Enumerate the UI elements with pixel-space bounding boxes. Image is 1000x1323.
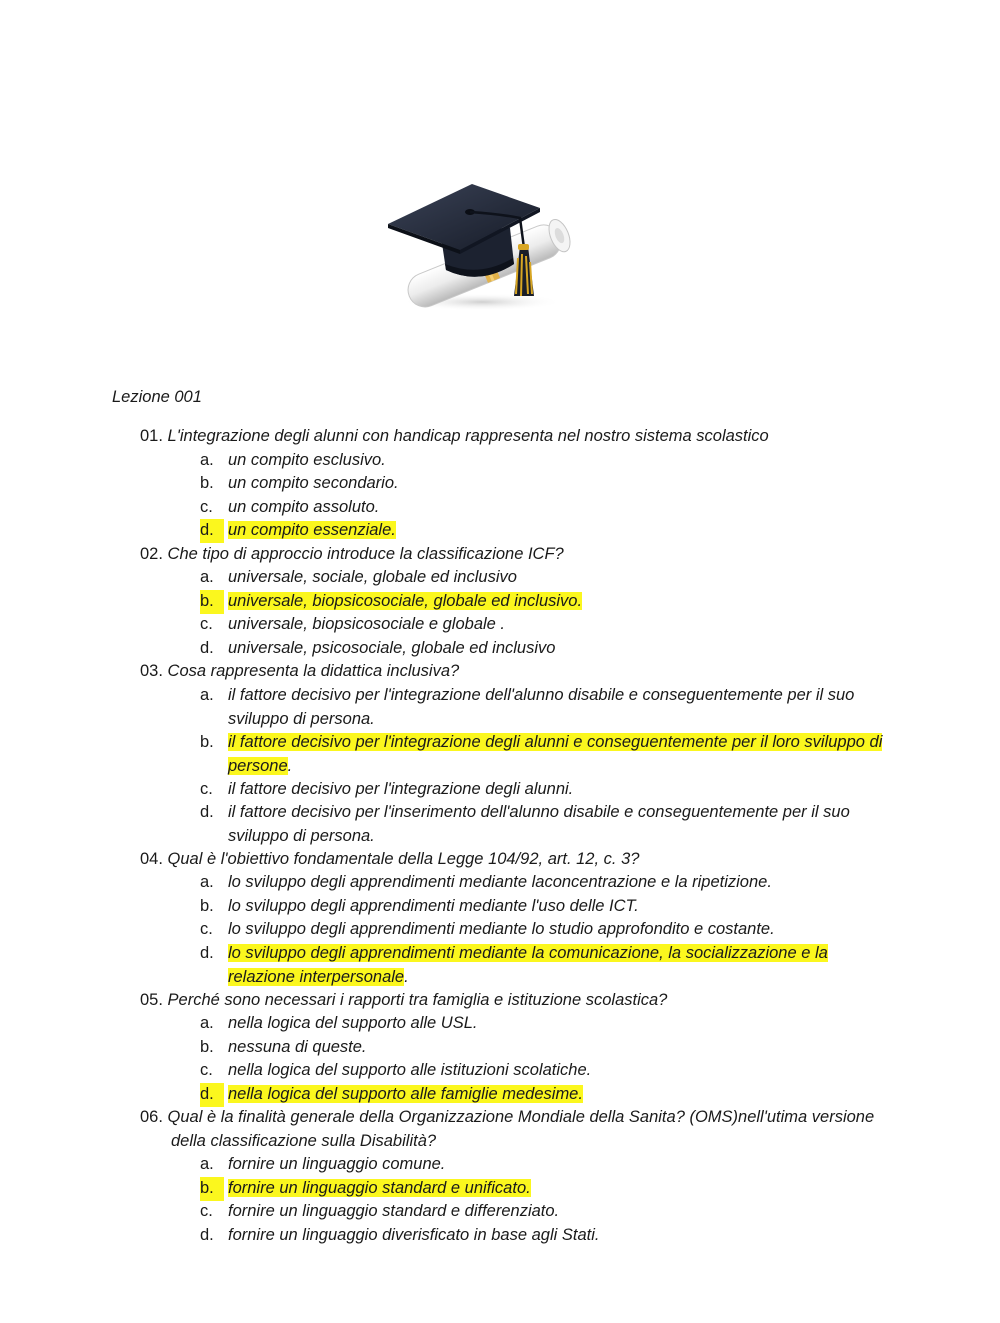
option-03-c: [200, 778, 890, 802]
option-letter: c.: [200, 1061, 213, 1079]
option-01-c: [200, 496, 890, 520]
option-01-b: [200, 472, 890, 496]
option-06-b-correct: [200, 1177, 890, 1201]
option-letter: a.: [200, 873, 214, 891]
option-05-b: [200, 1036, 890, 1060]
option-05-d-correct: [200, 1083, 890, 1107]
option-06-c: [200, 1200, 890, 1224]
question-04: [140, 848, 880, 872]
option-text: fornire un linguaggio diverisficato in base agli Stati.: [228, 1226, 600, 1244]
question-number: 02.: [140, 545, 163, 563]
option-text: nessuna di queste.: [228, 1038, 367, 1056]
question-number: 06.: [140, 1108, 163, 1126]
question-number: 04.: [140, 850, 163, 868]
option-letter: c.: [200, 1202, 213, 1220]
option-04-a: [200, 871, 890, 895]
option-05-a: [200, 1012, 890, 1036]
question-05: [140, 989, 880, 1013]
option-text: un compito assoluto.: [228, 498, 380, 516]
graduation-cap-logo: [382, 178, 582, 318]
option-02-b-correct: [200, 590, 890, 614]
option-06-a: [200, 1153, 890, 1177]
option-letter: c.: [200, 615, 213, 633]
option-text: nella logica del supporto alle USL.: [228, 1014, 478, 1032]
option-letter: a.: [200, 686, 214, 704]
option-04-b: [200, 895, 890, 919]
question-03: [140, 660, 880, 684]
option-letter: a.: [200, 568, 214, 586]
option-04-d-correct: [200, 942, 890, 989]
option-01-a: [200, 449, 890, 473]
correct-answer-text: universale, biopsicosociale, globale ed inclusivo.: [228, 592, 583, 610]
option-letter: a.: [200, 1014, 214, 1032]
option-letter: d.: [200, 803, 214, 821]
option-05-c: [200, 1059, 890, 1083]
question-01: [140, 425, 880, 449]
option-text: universale, biopsicosociale e globale .: [228, 615, 506, 633]
option-01-d-correct: [200, 519, 890, 543]
option-letter: b.: [200, 1177, 224, 1201]
option-text: un compito secondario.: [228, 474, 399, 492]
option-text: il fattore decisivo per l'integrazione dell'alunno disabile e conseguentemente per il suo sviluppo di persona.: [228, 686, 855, 728]
option-letter: c.: [200, 498, 213, 516]
option-text: il fattore decisivo per l'integrazione degli alunni.: [228, 780, 574, 798]
question-number: 01.: [140, 427, 163, 445]
question-text: Cosa rappresenta la didattica inclusiva?: [167, 662, 460, 680]
option-04-c: [200, 918, 890, 942]
option-letter: d.: [200, 639, 214, 657]
option-02-d: [200, 637, 890, 661]
option-letter: c.: [200, 780, 213, 798]
option-letter: b.: [200, 474, 214, 492]
option-03-d: [200, 801, 890, 848]
question-text: Qual è la finalità generale della Organizzazione Mondiale della Sanita? (OMS)nell'utima versione della classificazione sulla Disabilità?: [167, 1108, 875, 1150]
question-number: 03.: [140, 662, 163, 680]
correct-answer-text: nella logica del supporto alle famiglie medesime.: [228, 1085, 583, 1103]
correct-answer-text: il fattore decisivo per l'integrazione degli alunni e conseguentemente per il loro sviluppo di persone: [228, 733, 883, 775]
option-text: lo sviluppo degli apprendimenti mediante l'uso delle ICT.: [228, 897, 639, 915]
option-letter: a.: [200, 1155, 214, 1173]
option-letter: d.: [200, 1083, 224, 1107]
option-text: universale, sociale, globale ed inclusivo: [228, 568, 517, 586]
answer-suffix: .: [404, 967, 409, 986]
option-letter: c.: [200, 920, 213, 938]
option-text: lo sviluppo degli apprendimenti mediante lo studio approfondito e costante.: [228, 920, 775, 938]
lesson-title: Lezione 001: [112, 388, 202, 406]
option-letter: d.: [200, 519, 224, 543]
option-06-d: [200, 1224, 890, 1248]
option-letter: b.: [200, 897, 214, 915]
question-number: 05.: [140, 991, 163, 1009]
option-03-b-correct: [200, 731, 890, 778]
option-text: un compito esclusivo.: [228, 451, 386, 469]
correct-answer-text: lo sviluppo degli apprendimenti mediante la comunicazione, la socializzazione e la relazione interpersonale: [228, 944, 828, 986]
correct-answer-text: fornire un linguaggio standard e unificato.: [228, 1179, 531, 1197]
option-02-a: [200, 566, 890, 590]
option-text: universale, psicosociale, globale ed inclusivo: [228, 639, 556, 657]
option-letter: b.: [200, 590, 224, 614]
question-text: Qual è l'obiettivo fondamentale della Legge 104/92, art. 12, c. 3?: [167, 850, 640, 868]
option-letter: b.: [200, 1038, 214, 1056]
question-text: Perché sono necessari i rapporti tra famiglia e istituzione scolastica?: [167, 991, 668, 1009]
question-06: [140, 1106, 880, 1153]
option-letter: d.: [200, 1226, 214, 1244]
option-text: fornire un linguaggio standard e differenziato.: [228, 1202, 560, 1220]
option-letter: d.: [200, 944, 214, 962]
option-text: il fattore decisivo per l'inserimento dell'alunno disabile e conseguentemente per il suo sviluppo di persona.: [228, 803, 850, 845]
option-02-c: [200, 613, 890, 637]
correct-answer-text: un compito essenziale.: [228, 521, 396, 539]
option-text: nella logica del supporto alle istituzioni scolatiche.: [228, 1061, 592, 1079]
option-text: lo sviluppo degli apprendimenti mediante laconcentrazione e la ripetizione.: [228, 873, 772, 891]
question-02: [140, 543, 880, 567]
option-03-a: [200, 684, 890, 731]
answer-suffix: .: [287, 756, 293, 775]
question-text: Che tipo di approccio introduce la classificazione ICF?: [167, 545, 564, 563]
question-text: L'integrazione degli alunni con handicap rappresenta nel nostro sistema scolastico: [167, 427, 769, 445]
option-letter: b.: [200, 733, 214, 751]
option-letter: a.: [200, 451, 214, 469]
option-text: fornire un linguaggio comune.: [228, 1155, 446, 1173]
